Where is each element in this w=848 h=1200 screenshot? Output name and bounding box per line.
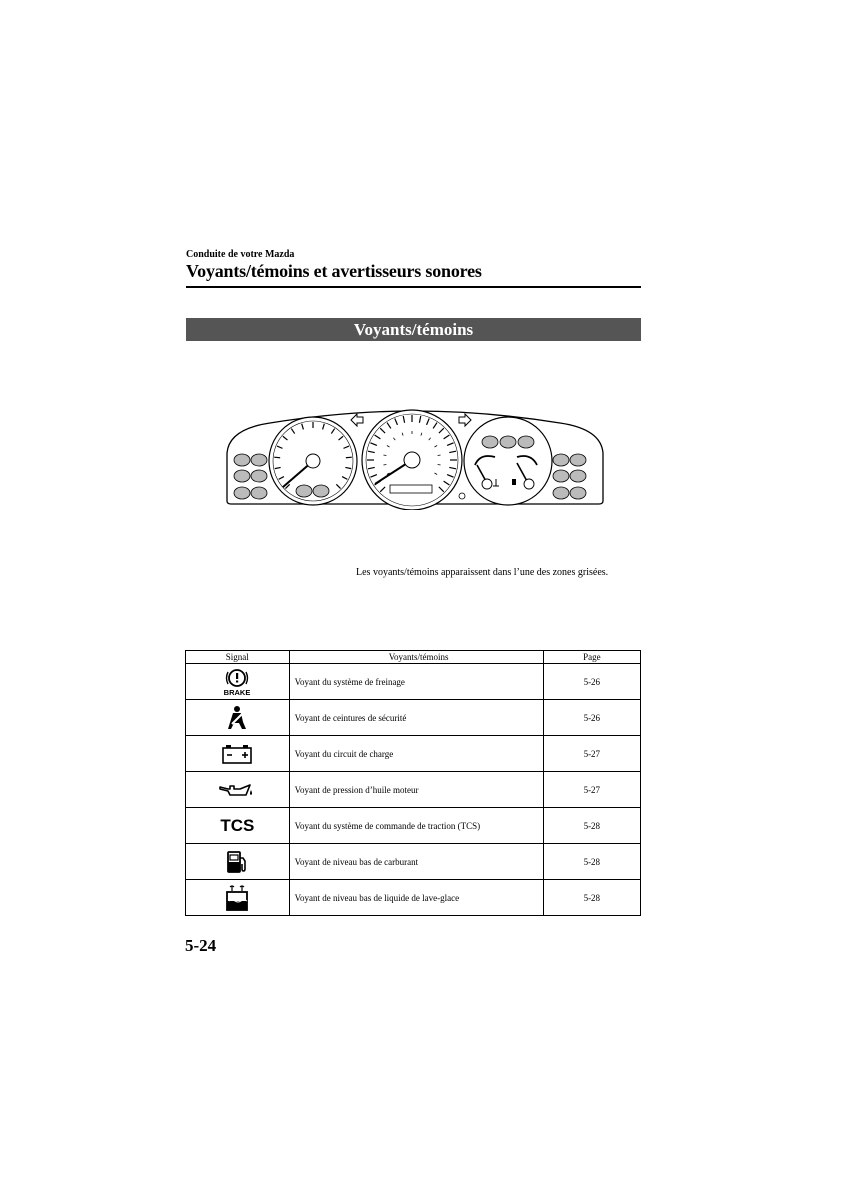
row-page: 5-27 <box>543 736 640 772</box>
gauge-tick <box>438 465 441 466</box>
header-page: Page <box>543 651 640 664</box>
table-row <box>186 664 641 700</box>
warning-lights-table <box>185 650 641 916</box>
trip-reset-knob <box>459 493 465 499</box>
table-row <box>186 736 641 772</box>
row-description: Voyant de niveau bas de liquide de lave-glace <box>289 880 543 916</box>
table-row <box>186 700 641 736</box>
row-description: Voyant du circuit de charge <box>289 736 543 772</box>
row-page: 5-28 <box>543 808 640 844</box>
row-description: Voyant de pression d’huile moteur <box>289 772 543 808</box>
row-page: 5-26 <box>543 700 640 736</box>
battery-icon <box>221 744 253 764</box>
gauge-tick <box>274 457 280 458</box>
row-description: Voyant de niveau bas de carburant <box>289 844 543 880</box>
row-description: Voyant du système de commande de traction (TCS) <box>289 808 543 844</box>
gauge-tick <box>346 457 352 458</box>
tcs-icon: TCS <box>220 815 255 835</box>
gauge-tick <box>438 455 441 456</box>
row-page: 5-28 <box>543 844 640 880</box>
oil-can-icon <box>218 781 256 799</box>
chapter-heading: Conduite de votre Mazda <box>186 249 295 260</box>
washer-fluid-icon <box>225 884 249 912</box>
table-header-row <box>186 651 641 664</box>
table-row <box>186 844 641 880</box>
table-row <box>186 772 641 808</box>
row-description: Voyant de ceintures de sécurité <box>289 700 543 736</box>
figure-caption: Les voyants/témoins apparaissent dans l’une des zones grisées. <box>356 567 609 578</box>
section-title: Voyants/témoins et avertisseurs sonores <box>186 261 482 281</box>
tachometer-gauge <box>269 417 357 505</box>
row-description: Voyant du système de freinage <box>289 664 543 700</box>
header-signal: Signal <box>186 651 290 664</box>
seat-belt-icon <box>224 705 250 731</box>
instrument-cluster-illustration <box>225 405 605 510</box>
section-banner: Voyants/témoins <box>186 318 641 341</box>
fuel-temperature-gauge <box>464 417 552 505</box>
svg-text:BRAKE: BRAKE <box>223 687 251 696</box>
row-page: 5-27 <box>543 772 640 808</box>
row-page: 5-28 <box>543 880 640 916</box>
header-description: Voyants/témoins <box>289 651 543 664</box>
page-number: 5-24 <box>185 936 217 955</box>
gauge-tick <box>383 455 386 456</box>
brake-warning-icon <box>222 668 252 696</box>
fuel-pump-icon <box>226 850 248 874</box>
row-page: 5-26 <box>543 664 640 700</box>
table-row <box>186 880 641 916</box>
title-divider <box>186 286 641 288</box>
gauge-tick <box>383 465 386 466</box>
speedometer-gauge <box>362 410 462 510</box>
table-row <box>186 808 641 844</box>
